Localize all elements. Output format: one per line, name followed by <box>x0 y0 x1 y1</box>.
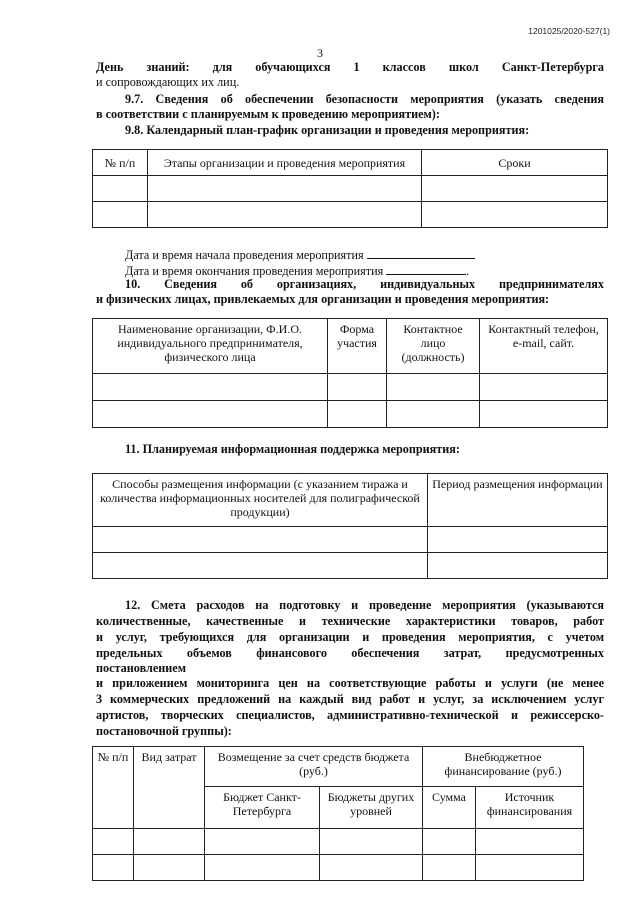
start-date-label: Дата и время начала проведения мероприятия <box>125 248 364 262</box>
budget-cell[interactable] <box>423 855 476 881</box>
section-12-line-7: 3 коммерческих предложений на каждый вид работ и услуг, за исключением услуг <box>96 692 604 706</box>
section-12-line-9: постановочной группы): <box>96 724 232 738</box>
participants-cell[interactable] <box>480 401 608 428</box>
budget-cell[interactable] <box>205 855 320 881</box>
budget-table <box>92 746 584 881</box>
participants-header-phone: Контактный телефон, e-mail, сайт. <box>480 319 608 374</box>
section-12-line-1: 12. Смета расходов на подготовку и проведение мероприятия (указываются <box>125 598 604 612</box>
end-date-period: . <box>466 264 470 278</box>
budget-header-reimbursement: Возмещение за счет средств бюджета (руб.) <box>205 747 423 787</box>
section-10-line-1: 10. Сведения об организациях, индивидуальных предпринимателях <box>125 277 604 291</box>
section-12-line-8: артистов, творческих специалистов, административно-технической и режиссерско- <box>96 708 604 722</box>
intro-line-2: и сопровождающих их лиц. <box>96 75 240 89</box>
participants-cell[interactable] <box>480 374 608 401</box>
intro-line-1 <box>96 60 604 75</box>
budget-cell[interactable] <box>134 855 205 881</box>
page-number: 3 <box>317 46 323 60</box>
participants-header-contact: Контактное лицо (должность) <box>387 319 480 374</box>
section-12-line-2: количественные, качественные и технические характеристики товаров, работ <box>96 614 604 628</box>
budget-header-other: Бюджеты других уровней <box>320 787 423 829</box>
budget-cell[interactable] <box>134 829 205 855</box>
participants-header-form: Форма участия <box>328 319 387 374</box>
section-9-8-title: 9.8. Календарный план-график организации и проведения мероприятия: <box>125 123 530 137</box>
participants-cell[interactable] <box>387 374 480 401</box>
budget-cell[interactable] <box>476 855 584 881</box>
budget-header-source: Источник финансирования <box>476 787 584 829</box>
participants-header-name: Наименование организации, Ф.И.О. индивидуального предпринимателя, физического лица <box>93 319 328 374</box>
schedule-cell[interactable] <box>422 176 608 202</box>
schedule-table <box>92 149 608 228</box>
budget-cell[interactable] <box>93 855 134 881</box>
budget-header-type: Вид затрат <box>134 747 205 829</box>
budget-cell[interactable] <box>205 829 320 855</box>
schedule-cell[interactable] <box>148 176 422 202</box>
section-9-7-line-1: 9.7. Сведения об обеспечении безопасности мероприятия (указать сведения <box>125 92 604 106</box>
info-support-table <box>92 473 608 579</box>
info-header-period: Период размещения информации <box>428 474 608 527</box>
section-12-line-3: и услуг, требующихся для организации и проведения мероприятия, с учетом <box>96 630 604 644</box>
schedule-header-num: № п/п <box>93 150 148 176</box>
schedule-cell[interactable] <box>422 202 608 228</box>
schedule-header-stages: Этапы организации и проведения мероприятия <box>148 150 422 176</box>
section-11-title: 11. Планируемая информационная поддержка мероприятия: <box>125 442 460 456</box>
info-cell[interactable] <box>428 553 608 579</box>
budget-cell[interactable] <box>476 829 584 855</box>
participants-cell[interactable] <box>93 401 328 428</box>
start-date-line <box>125 246 604 263</box>
participants-table <box>92 318 608 428</box>
section-12-line-4: предельных объемов финансового обеспечения затрат, предусмотренных <box>96 646 604 660</box>
schedule-cell[interactable] <box>148 202 422 228</box>
section-12-line-6: и приложением мониторинга цен на соответствующие работы и услуги (не менее <box>96 676 604 690</box>
budget-cell[interactable] <box>320 855 423 881</box>
info-cell[interactable] <box>93 527 428 553</box>
participants-cell[interactable] <box>93 374 328 401</box>
budget-cell[interactable] <box>320 829 423 855</box>
budget-header-spb: Бюджет Санкт-Петербурга <box>205 787 320 829</box>
end-date-field[interactable] <box>386 262 466 275</box>
info-header-methods: Способы размещения информации (с указанием тиража и количества информационных носителей для полиграфической продукции) <box>93 474 428 527</box>
participants-cell[interactable] <box>328 401 387 428</box>
info-cell[interactable] <box>428 527 608 553</box>
section-10-line-2: и физических лицах, привлекаемых для организации и проведения мероприятия: <box>96 292 550 306</box>
participants-cell[interactable] <box>387 401 480 428</box>
budget-header-sum: Сумма <box>423 787 476 829</box>
schedule-cell[interactable] <box>93 176 148 202</box>
start-date-field[interactable] <box>367 246 475 259</box>
budget-cell[interactable] <box>423 829 476 855</box>
intro-line-1-text: День знаний: для обучающихся 1 классов школ Санкт-Петербурга <box>96 60 604 74</box>
schedule-cell[interactable] <box>93 202 148 228</box>
participants-cell[interactable] <box>328 374 387 401</box>
document-id: 1201025/2020-527(1) <box>528 26 610 36</box>
schedule-header-dates: Сроки <box>422 150 608 176</box>
budget-header-extra: Внебюджетное финансирование (руб.) <box>423 747 584 787</box>
budget-cell[interactable] <box>93 829 134 855</box>
section-9-7-line-2: в соответствии с планируемым к проведению мероприятием): <box>96 107 440 121</box>
end-date-label: Дата и время окончания проведения мероприятия <box>125 264 384 278</box>
section-12-line-5: постановлением <box>96 661 186 675</box>
info-cell[interactable] <box>93 553 428 579</box>
budget-header-num: № п/п <box>93 747 134 829</box>
